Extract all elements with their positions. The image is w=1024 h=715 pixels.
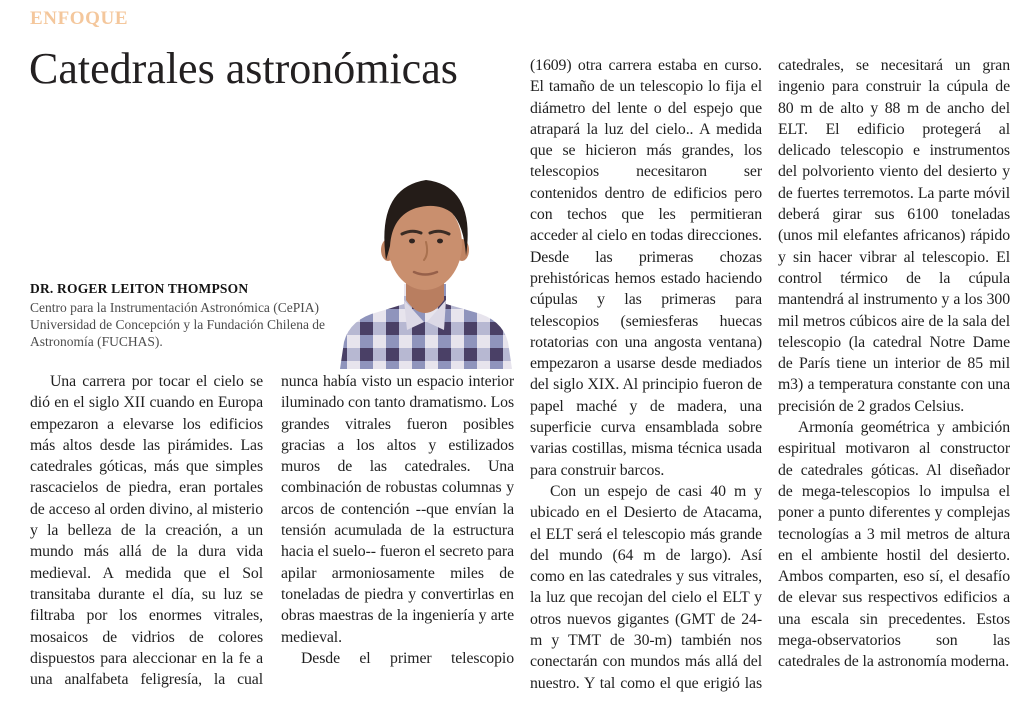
paragraph: Armonía geométrica y ambición espiritual motivaron al constructor de catedrales góticas. Al diseñador de mega-telescopios lo impulsa el poner a punto diferentes y complejas tecnologías a 3 mil metros de altura en el ambiente hostil del desierto. Ambos comparten, eso sí, el desafío de elevar sus respectivos edificios a una escala sin precedentes. Estos mega-observatorios son las catedrales de la astronomía moderna.: [778, 419, 1010, 671]
paragraph: (1609) otra carrera estaba en curso. El tamaño de un telescopio lo fija el diámetro del lente o del espejo que atrapará la luz del cielo.. A medida que se hicieron más grandes, los telescopios necesitaron ser contenidos dentro de edificios pero con techos que les permitieran acceder al cielo en todas direcciones. Desde las primeras chozas prehistóricas hemos estado haciendo cúpulas y las primeras para telescopios (semiesferas huecas rotatorias con una angosta ventana) empezaron a usarse desde mediados del siglo XIX. Al principio fueron de papel maché y de madera, una superficie curva ensamblada sobre varias costillas, misma técnica usada para construir barcos.: [530, 57, 762, 479]
paragraph: Con un espejo de casi 40 m y ubicado en el Desierto de Atacama, el ELT será el telescopio más grande del mundo (64 m de largo). Así como en las catedrales y sus vitrales, la luz que recojan del cielo el ELT y otros nuevos gigantes (GMT de 24-m y TMT de 30-m) también nos conectarán con mundos más allá del nuestro. Y tal como el que erigió las catedrales, se necesitará un gran ingenio para construir la cúpula de 80 m de alto y 88 m de ancho del ELT. El edificio protegerá al delicado telescopio e instrumentos del polvoriento viento del desierto y de fuertes terremotos. La parte móvil deberá girar sus 6100 toneladas (unos mil elefantes africanos) rápido y sin hacer vibrar al telescopio. El control térmico de la cúpula mantendrá al instrumento y a los 300 mil metros cúbicos aire de la sala del telescopio (la catedral Notre Dame de París tiene un interior de 85 mil m3) a temperatura constante con una precisión de 2 grados Celsius.: [530, 57, 1010, 692]
body-text-columns-3-4: [530, 55, 1010, 695]
article-title: Catedrales astronómicas: [29, 44, 458, 93]
author-affiliation: Centro para la Instrumentación Astronómica (CePIA) Universidad de Concepción y la Fundación Chilena de Astronomía (FUCHAS).: [30, 300, 326, 349]
paragraph: Desde el primer telescopio: [301, 649, 514, 667]
body-text-columns-1-2: [30, 371, 514, 693]
paragraph: Una carrera por tocar el cielo se dió en el siglo XII cuando en Europa empezaron a elevarse los edificios más altos desde las pirámides. Las catedrales góticas, más que simples rascacielos de piedra, eran portales de acceso al orden divino, al misterio y la belleza de la creación, a un mundo más allá de la dura vida medieval. A medida que el Sol transitaba durante el día, su luz se filtraba por los enormes vitrales, mosaicos de vidrios de colores dispuestos para aleccionar en la fe a una analfabeta feligresía, la cual nunca había visto un espacio interior iluminado con tanto dramatismo. Los grandes vitrales fueron posibles gracias a los altos y estilizados muros de las catedrales. Una combinación de robustas columnas y arcos de contención --que envían la tensión acumulada de la estructura hacia el suelo-- fueron el secreto para apilar armoniosamente miles de toneladas de piedra y convertirlas en obras maestras de la ingeniería y arte medieval.: [30, 373, 514, 689]
author-name: DR. ROGER LEITON THOMPSON: [30, 281, 249, 296]
author-portrait-photo: [334, 166, 515, 369]
section-kicker: ENFOQUE: [30, 8, 129, 29]
